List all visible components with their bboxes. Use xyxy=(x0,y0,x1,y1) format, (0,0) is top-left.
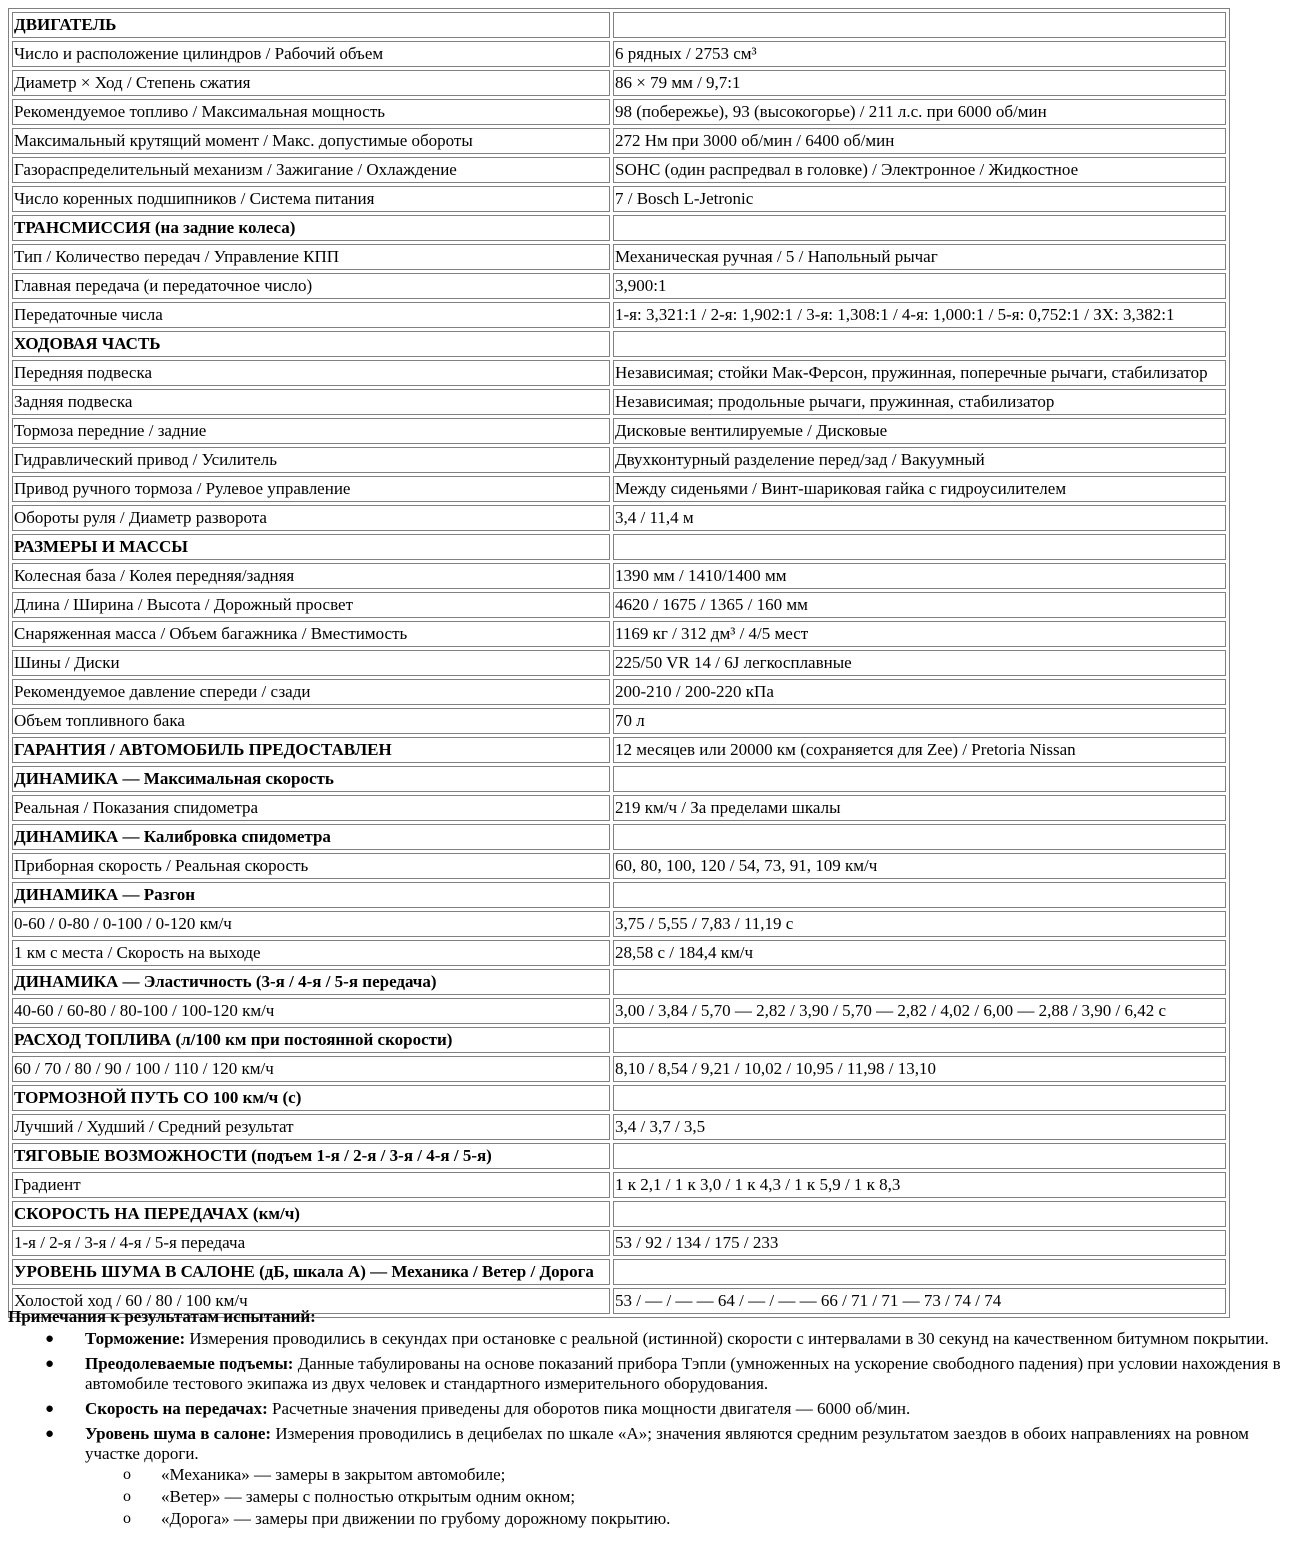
section-title: ДИНАМИКА — Разгон xyxy=(12,882,610,908)
spec-label: Привод ручного тормоза / Рулевое управление xyxy=(12,476,610,502)
section-header-row xyxy=(12,1201,1226,1227)
section-title: РАСХОД ТОПЛИВА (л/100 км при постоянной скорости) xyxy=(12,1027,610,1053)
bullet-icon: ● xyxy=(45,1426,55,1442)
spec-value: 3,00 / 3,84 / 5,70 — 2,82 / 3,90 / 5,70 — 2,82 / 4,02 / 6,00 — 2,88 / 3,90 / 6,42 с xyxy=(613,998,1226,1024)
spec-value: 219 км/ч / За пределами шкалы xyxy=(613,795,1226,821)
section-title: РАЗМЕРЫ И МАССЫ xyxy=(12,534,610,560)
spec-value: 3,75 / 5,55 / 7,83 / 11,19 с xyxy=(613,911,1226,937)
note-term: Уровень шума в салоне: xyxy=(85,1424,272,1443)
section-title: ТРАНСМИССИЯ (на задние колеса) xyxy=(12,215,610,241)
bullet-icon: ● xyxy=(45,1356,55,1372)
spec-label: Диаметр × Ход / Степень сжатия xyxy=(12,70,610,96)
sub-note-item xyxy=(8,1486,1288,1508)
bullet-icon: ● xyxy=(45,1401,55,1417)
spec-value: 1169 кг / 312 дм³ / 4/5 мест xyxy=(613,621,1226,647)
note-term: Скорость на передачах: xyxy=(85,1399,268,1418)
spec-row xyxy=(12,563,1226,589)
section-title: ДИНАМИКА — Эластичность (3-я / 4-я / 5-я передача) xyxy=(12,969,610,995)
spec-value: 225/50 VR 14 / 6J легкосплавные xyxy=(613,650,1226,676)
spec-value xyxy=(613,766,1226,792)
spec-label: Задняя подвеска xyxy=(12,389,610,415)
spec-label: Шины / Диски xyxy=(12,650,610,676)
spec-row xyxy=(12,302,1226,328)
spec-value: 1-я: 3,321:1 / 2-я: 1,902:1 / 3-я: 1,308:1 / 4-я: 1,000:1 / 5-я: 0,752:1 / ЗХ: 3,382:1 xyxy=(613,302,1226,328)
spec-label: Градиент xyxy=(12,1172,610,1198)
note-term: Преодолеваемые подъемы: xyxy=(85,1354,294,1373)
spec-label: 40-60 / 60-80 / 80-100 / 100-120 км/ч xyxy=(12,998,610,1024)
notes-list xyxy=(8,1329,1288,1530)
note-item xyxy=(8,1329,1288,1349)
sub-note-text: «Механика» — замеры в закрытом автомобиле; xyxy=(161,1465,506,1484)
spec-value xyxy=(613,534,1226,560)
spec-label: Передняя подвеска xyxy=(12,360,610,386)
spec-label: Рекомендуемое давление спереди / сзади xyxy=(12,679,610,705)
spec-row xyxy=(12,679,1226,705)
spec-value: 53 / — / — — 64 / — / — — 66 / 71 / 71 — 73 / 74 / 74 xyxy=(613,1288,1226,1314)
section-title: ТОРМОЗНОЙ ПУТЬ СО 100 км/ч (с) xyxy=(12,1085,610,1111)
spec-row xyxy=(12,708,1226,734)
noise-sub-list xyxy=(85,1464,1288,1530)
spec-label: Число коренных подшипников / Система питания xyxy=(12,186,610,212)
spec-value xyxy=(613,969,1226,995)
spec-value: 7 / Bosch L-Jetronic xyxy=(613,186,1226,212)
section-header-row xyxy=(12,534,1226,560)
section-header-row xyxy=(12,824,1226,850)
spec-row xyxy=(12,244,1226,270)
spec-row xyxy=(12,157,1226,183)
spec-value: Независимая; стойки Мак-Ферсон, пружинная, поперечные рычаги, стабилизатор xyxy=(613,360,1226,386)
note-item xyxy=(8,1424,1288,1530)
spec-label: 1 км с места / Скорость на выходе xyxy=(12,940,610,966)
note-text: Расчетные значения приведены для оборотов пика мощности двигателя — 6000 об/мин. xyxy=(267,1399,911,1418)
bullet-icon: ● xyxy=(45,1331,55,1347)
spec-value: 60, 80, 100, 120 / 54, 73, 91, 109 км/ч xyxy=(613,853,1226,879)
spec-table xyxy=(8,8,1230,1318)
note-text: Измерения проводились в секундах при остановке с реальной (истинной) скорости с интервалами в 30 секунд на качественном битумном покрытии. xyxy=(185,1329,1269,1348)
spec-row xyxy=(12,389,1226,415)
spec-value: Между сиденьями / Винт-шариковая гайка с гидроусилителем xyxy=(613,476,1226,502)
spec-value xyxy=(613,1201,1226,1227)
spec-value: 86 × 79 мм / 9,7:1 xyxy=(613,70,1226,96)
spec-label: 60 / 70 / 80 / 90 / 100 / 110 / 120 км/ч xyxy=(12,1056,610,1082)
spec-row xyxy=(12,447,1226,473)
spec-value xyxy=(613,331,1226,357)
sub-note-item xyxy=(8,1508,1288,1530)
spec-label: 1-я / 2-я / 3-я / 4-я / 5-я передача xyxy=(12,1230,610,1256)
circle-bullet-icon: o xyxy=(123,1466,131,1483)
spec-value xyxy=(613,882,1226,908)
spec-row xyxy=(12,70,1226,96)
spec-row xyxy=(12,99,1226,125)
spec-value: 200-210 / 200-220 кПа xyxy=(613,679,1226,705)
spec-label: Передаточные числа xyxy=(12,302,610,328)
section-title: ДИНАМИКА — Максимальная скорость xyxy=(12,766,610,792)
section-header-row xyxy=(12,12,1226,38)
spec-row xyxy=(12,911,1226,937)
spec-value: 70 л xyxy=(613,708,1226,734)
spec-row xyxy=(12,998,1226,1024)
spec-value: 1 к 2,1 / 1 к 3,0 / 1 к 4,3 / 1 к 5,9 / 1 к 8,3 xyxy=(613,1172,1226,1198)
spec-label: Тип / Количество передач / Управление КПП xyxy=(12,244,610,270)
spec-value xyxy=(613,1143,1226,1169)
spec-value: Двухконтурный разделение перед/зад / Вакуумный xyxy=(613,447,1226,473)
spec-label: Тормоза передние / задние xyxy=(12,418,610,444)
section-header-row xyxy=(12,766,1226,792)
spec-value: SOHC (один распредвал в головке) / Электронное / Жидкостное xyxy=(613,157,1226,183)
spec-value: Механическая ручная / 5 / Напольный рычаг xyxy=(613,244,1226,270)
spec-label: Приборная скорость / Реальная скорость xyxy=(12,853,610,879)
spec-value: 12 месяцев или 20000 км (сохраняется для Zee) / Pretoria Nissan xyxy=(613,737,1226,763)
spec-label: Газораспределительный механизм / Зажигание / Охлаждение xyxy=(12,157,610,183)
notes-title: Примечания к результатам испытаний: xyxy=(8,1307,316,1326)
spec-value: 4620 / 1675 / 1365 / 160 мм xyxy=(613,592,1226,618)
spec-value: 272 Нм при 3000 об/мин / 6400 об/мин xyxy=(613,128,1226,154)
spec-row xyxy=(12,128,1226,154)
section-header-row xyxy=(12,882,1226,908)
section-header-row xyxy=(12,737,1226,763)
spec-value xyxy=(613,1085,1226,1111)
section-title: ТЯГОВЫЕ ВОЗМОЖНОСТИ (подъем 1-я / 2-я / 3-я / 4-я / 5-я) xyxy=(12,1143,610,1169)
spec-label: Рекомендуемое топливо / Максимальная мощность xyxy=(12,99,610,125)
spec-row xyxy=(12,650,1226,676)
spec-label: Колесная база / Колея передняя/задняя xyxy=(12,563,610,589)
spec-row xyxy=(12,795,1226,821)
note-item xyxy=(8,1399,1288,1419)
spec-value xyxy=(613,1027,1226,1053)
spec-label: Холостой ход / 60 / 80 / 100 км/ч xyxy=(12,1288,610,1314)
spec-row xyxy=(12,418,1226,444)
spec-value xyxy=(613,12,1226,38)
spec-value: 6 рядных / 2753 см³ xyxy=(613,41,1226,67)
spec-value: Независимая; продольные рычаги, пружинная, стабилизатор xyxy=(613,389,1226,415)
section-header-row xyxy=(12,1027,1226,1053)
section-title: ДИНАМИКА — Калибровка спидометра xyxy=(12,824,610,850)
section-header-row xyxy=(12,1085,1226,1111)
test-notes xyxy=(8,1307,1288,1535)
spec-value: 1390 мм / 1410/1400 мм xyxy=(613,563,1226,589)
sub-note-text: «Ветер» — замеры с полностью открытым одним окном; xyxy=(161,1487,576,1506)
spec-value: 3,4 / 3,7 / 3,5 xyxy=(613,1114,1226,1140)
spec-row xyxy=(12,592,1226,618)
spec-label: Реальная / Показания спидометра xyxy=(12,795,610,821)
spec-value: 8,10 / 8,54 / 9,21 / 10,02 / 10,95 / 11,98 / 13,10 xyxy=(613,1056,1226,1082)
spec-label: 0-60 / 0-80 / 0-100 / 0-120 км/ч xyxy=(12,911,610,937)
spec-row xyxy=(12,41,1226,67)
spec-row xyxy=(12,1056,1226,1082)
spec-label: Снаряженная масса / Объем багажника / Вместимость xyxy=(12,621,610,647)
spec-row xyxy=(12,476,1226,502)
circle-bullet-icon: o xyxy=(123,1488,131,1505)
spec-value: 98 (побережье), 93 (высокогорье) / 211 л.с. при 6000 об/мин xyxy=(613,99,1226,125)
spec-row xyxy=(12,1114,1226,1140)
section-title: СКОРОСТЬ НА ПЕРЕДАЧАХ (км/ч) xyxy=(12,1201,610,1227)
note-term: Торможение: xyxy=(85,1329,186,1348)
section-header-row xyxy=(12,1143,1226,1169)
spec-row xyxy=(12,853,1226,879)
section-title: ГАРАНТИЯ / АВТОМОБИЛЬ ПРЕДОСТАВЛЕН xyxy=(12,737,610,763)
spec-value xyxy=(613,215,1226,241)
spec-row xyxy=(12,360,1226,386)
spec-value xyxy=(613,824,1226,850)
spec-label: Обороты руля / Диаметр разворота xyxy=(12,505,610,531)
circle-bullet-icon: o xyxy=(123,1510,131,1527)
spec-label: Длина / Ширина / Высота / Дорожный просвет xyxy=(12,592,610,618)
section-header-row xyxy=(12,331,1226,357)
spec-row xyxy=(12,505,1226,531)
spec-row xyxy=(12,186,1226,212)
spec-row xyxy=(12,940,1226,966)
spec-label: Гидравлический привод / Усилитель xyxy=(12,447,610,473)
section-header-row xyxy=(12,969,1226,995)
spec-value: 53 / 92 / 134 / 175 / 233 xyxy=(613,1230,1226,1256)
section-title: ДВИГАТЕЛЬ xyxy=(12,12,610,38)
spec-label: Объем топливного бака xyxy=(12,708,610,734)
sub-note-item xyxy=(8,1464,1288,1486)
note-text: Измерения проводились в децибелах по шкале «А»; значения являются средним результатом заездов в обоих направлениях на ровном участке дороги. xyxy=(85,1424,1249,1463)
spec-value: 28,58 с / 184,4 км/ч xyxy=(613,940,1226,966)
spec-label: Главная передача (и передаточное число) xyxy=(12,273,610,299)
note-text: Данные табулированы на основе показаний прибора Тэпли (умноженных на ускорение свободного падения) при условии нахождения в автомобиле тестового экипажа из двух человек и стандартного измерительного оборудования. xyxy=(85,1354,1281,1393)
note-item xyxy=(8,1354,1288,1394)
spec-label: Число и расположение цилиндров / Рабочий объем xyxy=(12,41,610,67)
spec-row xyxy=(12,1230,1226,1256)
spec-value: 3,4 / 11,4 м xyxy=(613,505,1226,531)
spec-value xyxy=(613,1259,1226,1285)
sub-note-text: «Дорога» — замеры при движении по грубому дорожному покрытию. xyxy=(161,1509,671,1528)
section-header-row xyxy=(12,1259,1226,1285)
section-header-row xyxy=(12,215,1226,241)
spec-row xyxy=(12,273,1226,299)
spec-value: Дисковые вентилируемые / Дисковые xyxy=(613,418,1226,444)
section-title: ХОДОВАЯ ЧАСТЬ xyxy=(12,331,610,357)
section-title: УРОВЕНЬ ШУМА В САЛОНЕ (дБ, шкала А) — Механика / Ветер / Дорога xyxy=(12,1259,610,1285)
spec-label: Максимальный крутящий момент / Макс. допустимые обороты xyxy=(12,128,610,154)
spec-label: Лучший / Худший / Средний результат xyxy=(12,1114,610,1140)
spec-row xyxy=(12,1172,1226,1198)
spec-value: 3,900:1 xyxy=(613,273,1226,299)
spec-table-body xyxy=(12,12,1226,1314)
spec-row xyxy=(12,621,1226,647)
